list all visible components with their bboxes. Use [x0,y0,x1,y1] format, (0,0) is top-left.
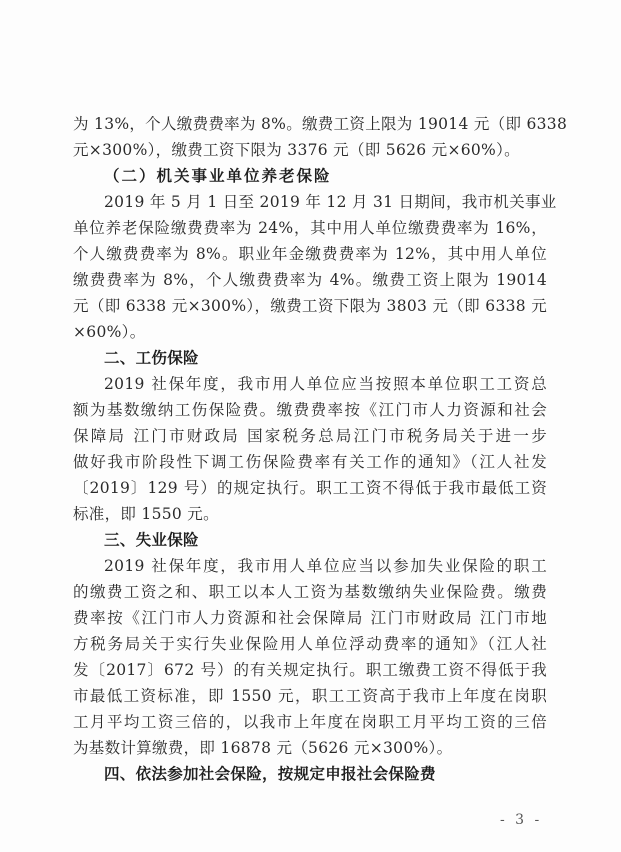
text-line: 2019 社保年度，我市用人单位应当以参加失业保险的职工 [104,557,547,575]
heading-unemployment-insurance: 三、失业保险 [104,531,199,549]
heading-lawful-participation: 四、依法参加社会保险，按规定申报社会保险费 [104,765,436,783]
text-line: 2019 年 5 月 1 日至 2019 年 12 月 31 日期间，我市机关事业 [104,193,557,211]
page-number: - 3 - [500,812,543,828]
text-line: 保障局 江门市财政局 国家税务总局江门市税务局关于进一步 [73,427,547,445]
text-line: 做好我市阶段性下调工伤保险费率有关工作的通知》（江人社发 [73,453,547,471]
text-line: 的缴费工资之和、职工以本人工资为基数缴纳失业保险费。缴费 [73,583,547,601]
text-line: 工月平均工资三倍的，以我市上年度在岗职工月平均工资的三倍 [73,713,547,731]
text-line: 2019 社保年度，我市用人单位应当按照本单位职工工资总 [104,375,547,393]
text-line: 费率按《江门市人力资源和社会保障局 江门市财政局 江门市地 [73,609,547,627]
text-line: 单位养老保险缴费费率为 24%，其中用人单位缴费费率为 16%， [73,219,547,237]
text-line: 元（即 6338 元×300%），缴费工资下限为 3803 元（即 6338 元 [73,297,547,315]
text-line: 发〔2017〕672 号）的有关规定执行。职工缴费工资不得低于我 [73,661,547,679]
text-line: 个人缴费费率为 8%。职业年金缴费费率为 12%，其中用人单位 [73,245,547,263]
subheading-government-pension: （二）机关事业单位养老保险 [104,166,332,185]
text-line: 市最低工资标准，即 1550 元，职工工资高于我市上年度在岗职 [73,687,547,705]
text-line: 为基数计算缴费，即 16878 元（5626 元×300%）。 [73,739,453,757]
text-line: 标准，即 1550 元。 [73,505,219,523]
text-line: 额为基数缴纳工伤保险费。缴费费率按《江门市人力资源和社会 [73,401,547,419]
text-line: 为 13%，个人缴费费率为 8%。缴费工资上限为 19014 元（即 6338 [73,115,568,133]
text-line: 缴费费率为 8%，个人缴费费率为 4%。缴费工资上限为 19014 [73,271,547,289]
text-line: 方税务局关于实行失业保险用人单位浮动费率的通知》（江人社 [73,635,547,653]
text-line: 元×300%），缴费工资下限为 3376 元（即 5626 元×60%）。 [73,141,520,159]
heading-work-injury-insurance: 二、工伤保险 [104,349,199,367]
text-line: ×60%）。 [73,323,146,341]
text-line: 〔2019〕129 号）的规定执行。职工工资不得低于我市最低工资 [73,479,547,497]
